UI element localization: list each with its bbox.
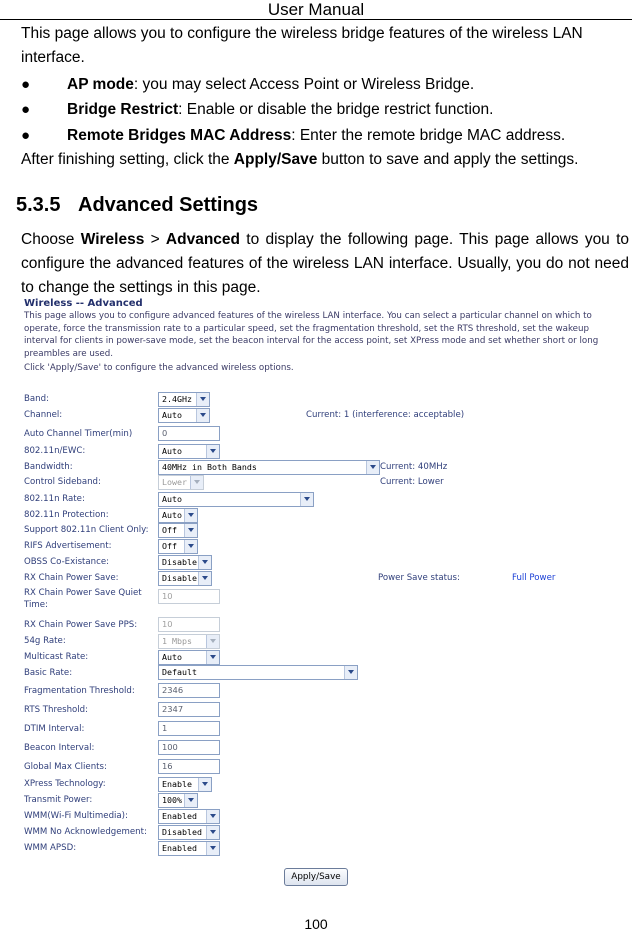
channel-current: Current: 1 (interference: acceptable): [306, 410, 465, 420]
section-intro: Choose Wireless > Advanced to display the following page. This page allows you to configure the advanced features of the wireless LAN interface. Usually, you do not need to change the settings in this page.: [21, 231, 630, 296]
basic-rate-label: Basic Rate:: [24, 668, 73, 678]
obss-label: OBSS Co-Existance:: [24, 557, 110, 567]
chevron-down-icon: [300, 493, 313, 506]
advanced-settings-screenshot: [22, 296, 610, 886]
chevron-down-icon: [196, 393, 209, 406]
band-label: Band:: [24, 394, 49, 404]
n-ewc-select[interactable]: Auto: [158, 444, 220, 459]
wmm-label: WMM(Wi-Fi Multimedia):: [24, 811, 128, 821]
n-rate-select[interactable]: Auto: [158, 492, 314, 507]
rts-threshold-label: RTS Threshold:: [24, 705, 89, 715]
chevron-down-icon: [184, 509, 197, 522]
rx-chain-pps-label: RX Chain Power Save PPS:: [24, 620, 138, 630]
bullet-term: Bridge Restrict: [67, 101, 179, 118]
chevron-down-icon: [206, 651, 219, 664]
global-max-clients-input[interactable]: 16: [158, 759, 220, 774]
n-protection-label: 802.11n Protection:: [24, 510, 109, 520]
g54-rate-select[interactable]: 1 Mbps: [158, 634, 220, 649]
dtim-interval-input[interactable]: 1: [158, 721, 220, 736]
chevron-down-icon: [198, 778, 211, 791]
band-select[interactable]: 2.4GHz: [158, 392, 210, 407]
basic-rate-select[interactable]: Default: [158, 665, 358, 680]
multicast-rate-label: Multicast Rate:: [24, 652, 89, 662]
obss-select[interactable]: Disable: [158, 555, 212, 570]
transmit-power-label: Transmit Power:: [24, 795, 93, 805]
wmm-no-ack-select[interactable]: Disabled: [158, 825, 220, 840]
bullet-term: AP mode: [67, 76, 134, 93]
page-header: User Manual: [0, 0, 632, 20]
n-rate-label: 802.11n Rate:: [24, 494, 85, 504]
rx-chain-power-save-label: RX Chain Power Save:: [24, 573, 119, 583]
control-sideband-label: Control Sideband:: [24, 477, 101, 487]
power-save-status-value: Full Power: [512, 573, 556, 583]
frag-threshold-input[interactable]: 2346: [158, 683, 220, 698]
rifs-select[interactable]: Off: [158, 539, 198, 554]
n-client-only-label: Support 802.11n Client Only:: [24, 525, 149, 535]
control-sideband-select[interactable]: Lower: [158, 475, 204, 490]
auto-channel-timer-label: Auto Channel Timer(min): [24, 429, 133, 439]
chevron-down-icon: [206, 826, 219, 839]
rx-chain-power-save-select[interactable]: Disable: [158, 571, 212, 586]
bandwidth-current: Current: 40MHz: [380, 462, 448, 472]
screenshot-description: This page allows you to configure advanced features of the wireless LAN interface. You can select a particular channel on which to operate, force the transmission rate to a particular speed, set the fragmentation threshold, set the RTS threshold, set the wakeup interval for clients in power-save mode, set the beacon interval for the access point, set XPress mode and set whether short or long preambles are used.: [24, 311, 599, 359]
rx-chain-pps-input[interactable]: 10: [158, 617, 220, 632]
intro-paragraph: This page allows you to configure the wireless bridge features of the wireless LAN interface.: [21, 25, 583, 66]
auto-channel-timer-input[interactable]: 0: [158, 426, 220, 441]
screenshot-instruction: Click 'Apply/Save' to configure the advanced wireless options.: [24, 363, 294, 373]
xpress-label: XPress Technology:: [24, 779, 106, 789]
bullet-icon: ●: [21, 101, 31, 118]
rx-chain-quiet-time-label-2: Time:: [24, 600, 48, 610]
chevron-down-icon: [198, 572, 211, 585]
section-heading: [16, 192, 258, 218]
frag-threshold-label: Fragmentation Threshold:: [24, 686, 135, 696]
bullet-desc: : Enable or disable the bridge restrict function.: [178, 101, 494, 118]
wmm-apsd-label: WMM APSD:: [24, 843, 77, 853]
power-save-status-label: Power Save status:: [378, 573, 460, 583]
bandwidth-label: Bandwidth:: [24, 462, 73, 472]
chevron-down-icon: [184, 540, 197, 553]
wmm-select[interactable]: Enabled: [158, 809, 220, 824]
channel-label: Channel:: [24, 410, 63, 420]
apply-save-strong: Apply/Save: [233, 151, 318, 168]
n-protection-select[interactable]: Auto: [158, 508, 198, 523]
chevron-down-icon: [184, 524, 197, 537]
bullet-term: Remote Bridges MAC Address: [67, 127, 292, 144]
section-number: 5.3.5: [16, 194, 61, 216]
bullet-icon: ●: [21, 127, 31, 144]
beacon-interval-label: Beacon Interval:: [24, 743, 95, 753]
bullet-desc: : Enter the remote bridge MAC address.: [291, 127, 566, 144]
rts-threshold-input[interactable]: 2347: [158, 702, 220, 717]
after-paragraph: After finishing setting, click the Apply/Save button to save and apply the settings.: [21, 151, 579, 168]
bullet-desc: : you may select Access Point or Wireless Bridge.: [133, 76, 475, 93]
channel-select[interactable]: Auto: [158, 408, 210, 423]
chevron-down-icon: [184, 794, 197, 807]
chevron-down-icon: [366, 461, 379, 474]
chevron-down-icon: [344, 666, 357, 679]
apply-save-button[interactable]: Apply/Save: [284, 868, 348, 886]
section-title: Advanced Settings: [78, 194, 259, 216]
bullet-icon: ●: [21, 76, 31, 93]
chevron-down-icon: [198, 556, 211, 569]
wmm-no-ack-label: WMM No Acknowledgement:: [24, 827, 147, 837]
chevron-down-icon: [206, 810, 219, 823]
xpress-select[interactable]: Enable: [158, 777, 212, 792]
beacon-interval-input[interactable]: 100: [158, 740, 220, 755]
screenshot-title: Wireless -- Advanced: [24, 298, 143, 309]
g54-rate-label: 54g Rate:: [24, 636, 66, 646]
multicast-rate-select[interactable]: Auto: [158, 650, 220, 665]
bandwidth-select[interactable]: 40MHz in Both Bands: [158, 460, 380, 475]
n-client-only-select[interactable]: Off: [158, 523, 198, 538]
global-max-clients-label: Global Max Clients:: [24, 762, 107, 772]
chevron-down-icon: [196, 409, 209, 422]
transmit-power-select[interactable]: 100%: [158, 793, 198, 808]
dtim-interval-label: DTIM Interval:: [24, 724, 85, 734]
chevron-down-icon: [190, 476, 203, 489]
chevron-down-icon: [206, 635, 219, 648]
chevron-down-icon: [206, 445, 219, 458]
rx-chain-quiet-time-input[interactable]: 10: [158, 589, 220, 604]
chevron-down-icon: [206, 842, 219, 855]
rx-chain-quiet-time-label-1: RX Chain Power Save Quiet: [24, 588, 142, 598]
n-ewc-label: 802.11n/EWC:: [24, 446, 86, 456]
rifs-label: RIFS Advertisement:: [24, 541, 112, 551]
page-number: 100: [304, 916, 328, 932]
wmm-apsd-select[interactable]: Enabled: [158, 841, 220, 856]
control-sideband-current: Current: Lower: [380, 477, 444, 487]
